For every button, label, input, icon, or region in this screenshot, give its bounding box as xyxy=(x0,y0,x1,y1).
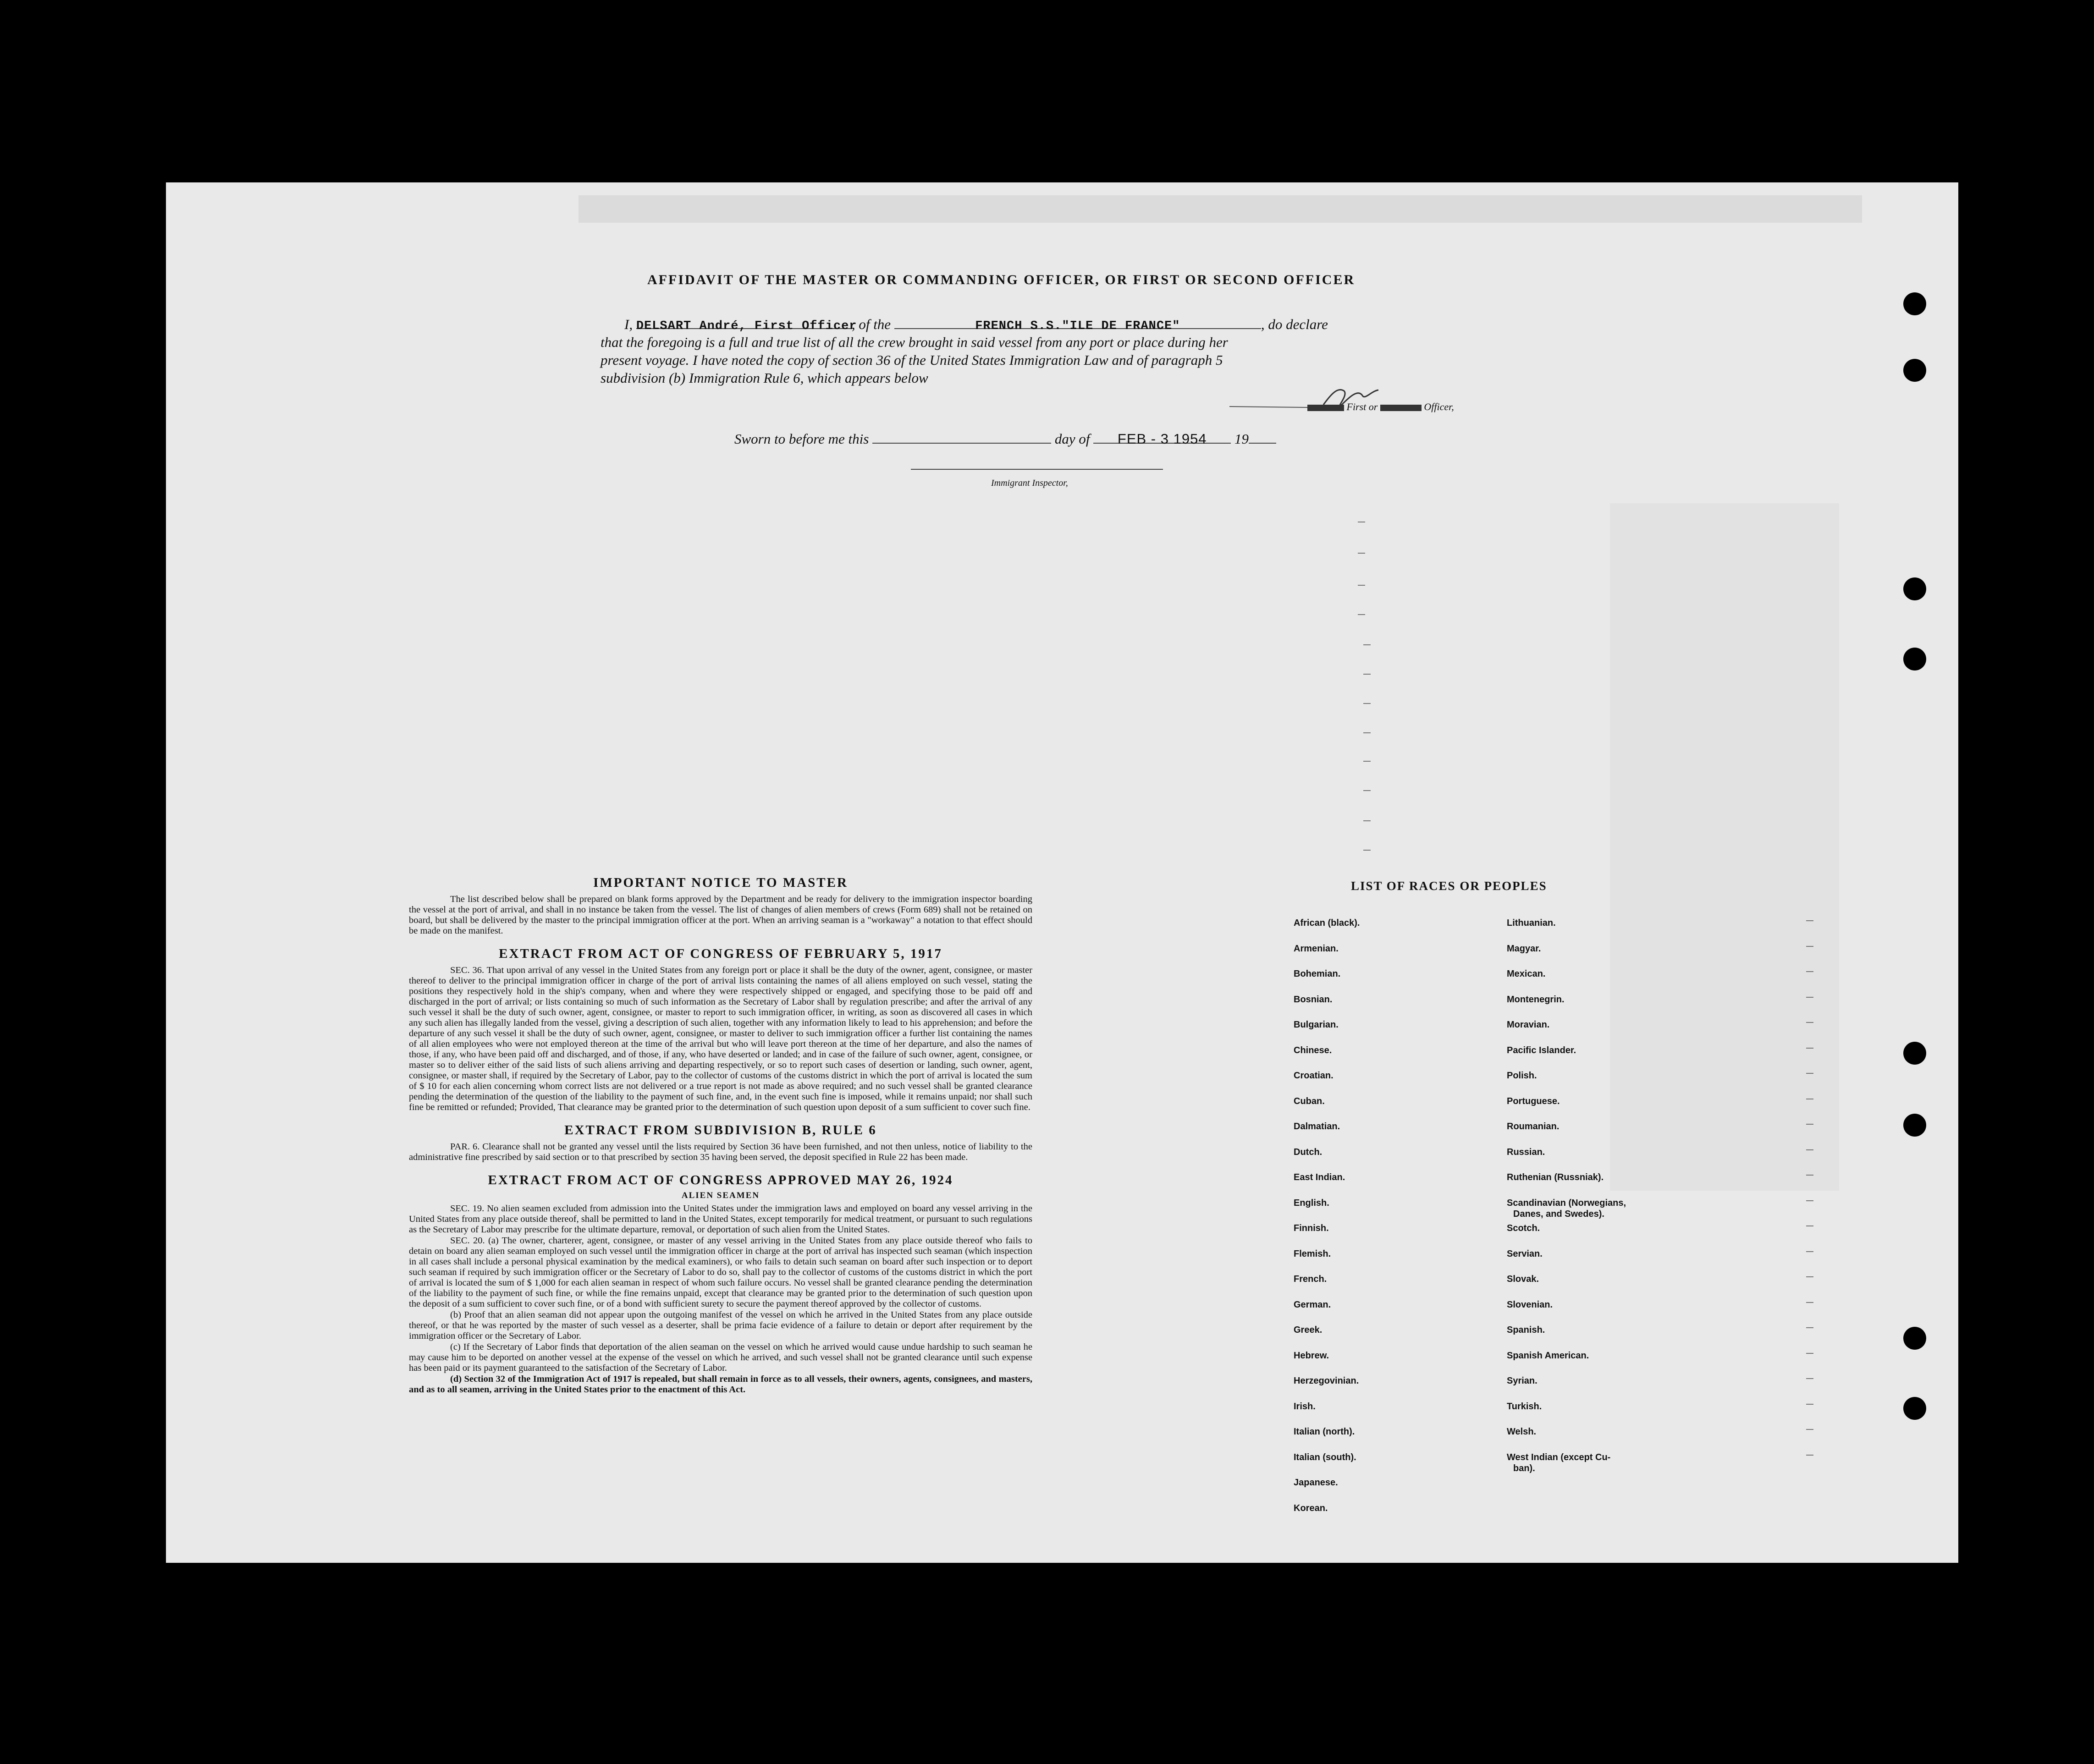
officer-signature xyxy=(1225,377,1573,421)
race-item: Croatian. xyxy=(1294,1071,1334,1081)
sec36-text: SEC. 36. That upon arrival of any vessel in the United States from any foreign port or place it shall be the duty of the owner, agent, consignee, or master thereof to deliver to the principal immigration officer in charge of the port of arrival lists containing the names of all aliens employed on such vessel, stating the positions they respectively hold in the ship's company, when and where they were respectively shipped or engaged, and specifying those to be paid off and discharged in the port of arrival; or lists containing so much of such information as the Secretary of Labor shall by regulation prescribe; and after the arrival of any such vessel it shall be the duty of such owner, agent, consignee, or master to report to such immigration officer, in writing, as soon as discovered all cases in which any such alien has illegally landed from the vessel, giving a description of such alien, together with any information likely to lead to his apprehension; and before the departure of any such vessel it shall be the duty of such owner, agent, consignee, or master to deliver to such immigration officer a further list containing the names of all alien employees who were not employed thereon at the time of the arrival but who will leave port thereon at the time of her departure, and also the names of those, if any, who have been paid off and discharged, and of those, if any, who have deserted or landed; and in case of the failure of such owner, agent, consignee, or master so to deliver either of the said lists of such aliens arriving and departing respectively, or so to report such cases of desertion or landing, such owner, agent, consignee, or master shall, if required by the Secretary of Labor, pay to the collector of customs of the customs district in which the port of arrival is located the sum of $ 10 for each alien concerning whom correct lists are not delivered or a true report is not made as above required; and no such vessel shall be granted clearance pending the determination of the question of the liability to the payment of such fine, and, in the event such fine is imposed, while it remains unpaid; nor shall such fine be remitted or refunded; Provided, That clearance may be granted prior to the determination of such question upon deposit of a sum sufficient to cover such fine. xyxy=(409,965,1032,1112)
notice-section xyxy=(409,875,1032,1396)
column-mark xyxy=(1363,820,1371,821)
binder-hole-8 xyxy=(1903,1397,1926,1420)
of-the-label: , of the xyxy=(851,316,891,332)
column-mark xyxy=(1363,850,1371,851)
race-dash xyxy=(1806,1353,1813,1354)
binder-hole-2 xyxy=(1903,359,1926,382)
binder-hole-4 xyxy=(1903,648,1926,670)
binder-hole-5 xyxy=(1903,1042,1926,1065)
column-mark xyxy=(1363,674,1371,675)
race-dash xyxy=(1806,1276,1813,1277)
column-mark xyxy=(1363,761,1371,762)
i-label: I, xyxy=(624,316,633,332)
race-dash xyxy=(1806,920,1813,921)
race-item: Spanish. xyxy=(1507,1325,1545,1335)
race-item: Portuguese. xyxy=(1507,1096,1560,1106)
declaration-line-3: present voyage. I have noted the copy of section 36 of the United States Immigration Law and of paragraph 5 xyxy=(601,352,1223,368)
sworn-year-field xyxy=(1249,430,1276,444)
race-item: Hebrew. xyxy=(1294,1350,1329,1361)
race-item: East Indian. xyxy=(1294,1172,1345,1182)
race-dash xyxy=(1806,1124,1813,1125)
column-mark xyxy=(1363,703,1371,704)
race-item: West Indian (except Cu- xyxy=(1507,1452,1611,1462)
rule6-body xyxy=(409,1142,1032,1163)
binder-hole-6 xyxy=(1903,1114,1926,1137)
race-item: Armenian. xyxy=(1294,943,1339,954)
signature-officer-line xyxy=(1307,401,1454,413)
race-item: Slovenian. xyxy=(1507,1299,1553,1310)
race-item: Ruthenian (Russniak). xyxy=(1507,1172,1604,1182)
race-item: Scandinavian (Norwegians, xyxy=(1507,1198,1626,1208)
race-dash xyxy=(1806,1175,1813,1176)
race-dash xyxy=(1806,1378,1813,1379)
race-item: Bosnian. xyxy=(1294,994,1333,1005)
binder-hole-7 xyxy=(1903,1327,1926,1350)
sworn-month-field xyxy=(1093,430,1231,447)
race-item: Polish. xyxy=(1507,1071,1537,1081)
race-dash xyxy=(1806,1149,1813,1150)
race-dash xyxy=(1806,1429,1813,1430)
race-item: Bulgarian. xyxy=(1294,1020,1339,1030)
signature-scribble xyxy=(1225,377,1573,421)
officer-name-field xyxy=(636,315,857,333)
race-item: Turkish. xyxy=(1507,1401,1542,1412)
race-item: Spanish American. xyxy=(1507,1350,1589,1361)
affidavit-declaration xyxy=(601,315,1687,387)
race-item: Japanese. xyxy=(1294,1478,1338,1488)
race-item: Italian (north). xyxy=(1294,1427,1355,1437)
sworn-line xyxy=(734,430,1276,448)
column-mark xyxy=(1358,585,1365,586)
declaration-line-2: that the foregoing is a full and true list of all the crew brought in said vessel from any port or place during her xyxy=(601,334,1228,350)
race-dash xyxy=(1806,1073,1813,1074)
sworn-label: Sworn to before me this xyxy=(734,431,869,447)
notice-text: The list described below shall be prepared on blank forms approved by the Department and be ready for delivery to the immigration inspector boarding the vessel at the port of arrival, and shall in no instance be taken from the vessel. The list of changes of alien members of crews (Form 689) shall not be retained on board, but shall be delivered by the master to the principal immigration officer at the port. When an arriving seaman is a "workaway" a notation to that effect should be made on the manifest. xyxy=(409,894,1032,936)
column-mark xyxy=(1363,644,1371,645)
race-item: Russian. xyxy=(1507,1147,1545,1157)
column-mark xyxy=(1358,614,1365,615)
declaration-line-4: subdivision (b) Immigration Rule 6, which appears below xyxy=(601,370,928,386)
vessel-name-field xyxy=(894,315,1261,333)
race-dash xyxy=(1806,1404,1813,1405)
race-item: ban). xyxy=(1513,1463,1535,1473)
struck-text-2 xyxy=(1380,405,1422,411)
race-dash xyxy=(1806,1251,1813,1252)
race-item: Magyar. xyxy=(1507,943,1541,954)
signature-officer-label: Officer, xyxy=(1424,401,1454,412)
races-right-column xyxy=(1507,918,1699,1473)
races-left-column xyxy=(1294,918,1431,1513)
signature-suffix: First or xyxy=(1346,401,1378,412)
race-item: Irish. xyxy=(1294,1401,1316,1412)
par6-text: PAR. 6. Clearance shall not be granted any vessel until the lists required by Section 36 have been furnished, and not then unless, notice of liability to the administrative fine prescribed by said section or to that prescribed by section 35 having been served, the deposit specified in Rule 22 has been made. xyxy=(409,1142,1032,1162)
do-declare-label: , do declare xyxy=(1261,316,1328,332)
race-item: German. xyxy=(1294,1299,1331,1310)
sec20b-text: (b) Proof that an alien seaman did not appear upon the outgoing manifest of the vessel on which he arrived in the United States from any place outside thereof, or that he was reported by the master of such vessel as a deserter, shall be prima facie evidence of a failure to detain or deport after requirement by the immigration officer or the Secretary of Labor. xyxy=(409,1310,1032,1341)
notice-paragraph xyxy=(409,894,1032,936)
sec19-text: SEC. 19. No alien seamen excluded from admission into the United States under the immigration laws and employed on board any vessel arriving in the United States from any place outside thereof, shall be permitted to land in the United States, except temporarily for medical treatment, or pursuant to such regulations as the Secretary of Labor may prescribe for the ultimate departure, removal, or deportation of such alien from the United States. xyxy=(409,1203,1032,1235)
race-item: English. xyxy=(1294,1198,1329,1208)
race-item: Bohemian. xyxy=(1294,969,1341,979)
race-item: Roumanian. xyxy=(1507,1121,1559,1132)
race-item: Moravian. xyxy=(1507,1020,1550,1030)
officer-name: DELSART André, First Officer xyxy=(636,319,857,333)
race-item: Scotch. xyxy=(1507,1223,1540,1233)
inspector-label: Immigrant Inspector, xyxy=(991,478,1068,488)
extract-1917-body xyxy=(409,965,1032,1113)
alien-seamen-subtitle: ALIEN SEAMEN xyxy=(681,1191,760,1200)
race-item: Pacific Islander. xyxy=(1507,1045,1576,1055)
vessel-name: FRENCH S.S."ILE DE FRANCE" xyxy=(975,319,1180,333)
race-item: Cuban. xyxy=(1294,1096,1325,1106)
race-dash xyxy=(1806,1455,1813,1456)
race-item: Slovak. xyxy=(1507,1274,1539,1284)
race-item: Dutch. xyxy=(1294,1147,1323,1157)
race-item: African (black). xyxy=(1294,918,1360,928)
race-item: Syrian. xyxy=(1507,1376,1537,1386)
race-item: Welsh. xyxy=(1507,1427,1537,1437)
sworn-day-field xyxy=(872,430,1051,444)
column-mark xyxy=(1358,553,1365,554)
races-title: LIST OF RACES OR PEOPLES xyxy=(1351,879,1547,893)
stamp-date: FEB - 3 1954 xyxy=(1117,431,1207,447)
extract-1924-title: EXTRACT FROM ACT OF CONGRESS APPROVED MAY 26, 1924 xyxy=(488,1173,953,1187)
column-mark xyxy=(1363,732,1371,733)
race-item: Montenegrin. xyxy=(1507,994,1565,1005)
race-dash xyxy=(1806,1327,1813,1328)
sec20d-text: (d) Section 32 of the Immigration Act of 1917 is repealed, but shall remain in force as to all vessels, their owners, agents, consignees, and masters, and as to all seamen, arriving in the United States prior to the enactment of this Act. xyxy=(409,1374,1032,1395)
race-item: Dalmatian. xyxy=(1294,1121,1340,1132)
race-item: Flemish. xyxy=(1294,1248,1331,1259)
bleed-through-header xyxy=(579,195,1862,223)
race-item: Greek. xyxy=(1294,1325,1323,1335)
race-item: Finnish. xyxy=(1294,1223,1329,1233)
affidavit-title: AFFIDAVIT OF THE MASTER OR COMMANDING OFFICER, OR FIRST OR SECOND OFFICER xyxy=(647,272,1356,287)
document-page xyxy=(166,182,1958,1563)
race-item: Italian (south). xyxy=(1294,1452,1356,1462)
sec20c-text: (c) If the Secretary of Labor finds that deportation of the alien seaman on the vessel on which he arrived would cause undue hardship to such seaman he may cause him to be deported on another vessel at the expense of the vessel on which he arrived, and such vessel shall not be granted clearance until such expense has been paid or its payment guaranteed to the satisfaction of the Secretary of Labor. xyxy=(409,1342,1032,1373)
year-prefix: 19 xyxy=(1234,431,1249,447)
race-dash xyxy=(1806,1225,1813,1226)
binder-hole-1 xyxy=(1903,292,1926,315)
inspector-signature-line xyxy=(911,469,1163,470)
race-item: Herzegovinian. xyxy=(1294,1376,1359,1386)
binder-hole-3 xyxy=(1903,577,1926,600)
race-item: Mexican. xyxy=(1507,969,1546,979)
race-item: Chinese. xyxy=(1294,1045,1332,1055)
extract-1924-body xyxy=(409,1203,1032,1395)
race-item: Korean. xyxy=(1294,1503,1328,1513)
race-item: Servian. xyxy=(1507,1248,1543,1259)
day-of-label: day of xyxy=(1054,431,1090,447)
race-item: Danes, and Swedes). xyxy=(1513,1209,1604,1219)
declaration-line-1 xyxy=(601,315,1687,333)
column-mark xyxy=(1363,790,1371,791)
race-item: Lithuanian. xyxy=(1507,918,1556,928)
race-dash xyxy=(1806,997,1813,998)
race-dash xyxy=(1806,1302,1813,1303)
notice-title: IMPORTANT NOTICE TO MASTER xyxy=(593,875,848,890)
rule6-title: EXTRACT FROM SUBDIVISION B, RULE 6 xyxy=(564,1123,877,1138)
extract-1917-title: EXTRACT FROM ACT OF CONGRESS OF FEBRUARY 5, 1917 xyxy=(499,946,942,961)
race-dash xyxy=(1806,971,1813,972)
struck-text xyxy=(1307,405,1344,411)
race-dash xyxy=(1806,1022,1813,1023)
race-item: French. xyxy=(1294,1274,1327,1284)
race-dash xyxy=(1806,1200,1813,1201)
race-dash xyxy=(1806,1048,1813,1049)
race-dash xyxy=(1806,946,1813,947)
sec20a-text: SEC. 20. (a) The owner, charterer, agent, consignee, or master of any vessel arriving in the United States from any place outside thereof who fails to detain on board any alien seaman employed on such vessel until the immigration officer in charge at the port of arrival has inspected such seaman (which inspection in all cases shall include a personal physical examination by the medical examiners), or who fails to detain such seaman on board after such inspection or to deport such seaman if required by such immigration officer or the Secretary of Labor to do so, shall pay to the collector of customs of the customs district in which the port of arrival is located the sum of $ 1,000 for each alien seaman in respect of whom such failure occurs. No vessel shall be granted clearance pending the determination of the liability to the payment of such fine, or while the fine remains unpaid, except that clearance may be granted prior to the determination of such question upon the deposit of a sum sufficient to cover such fine, or of a bond with sufficient surety to secure the payment thereof approved by the collector of customs. xyxy=(409,1236,1032,1309)
